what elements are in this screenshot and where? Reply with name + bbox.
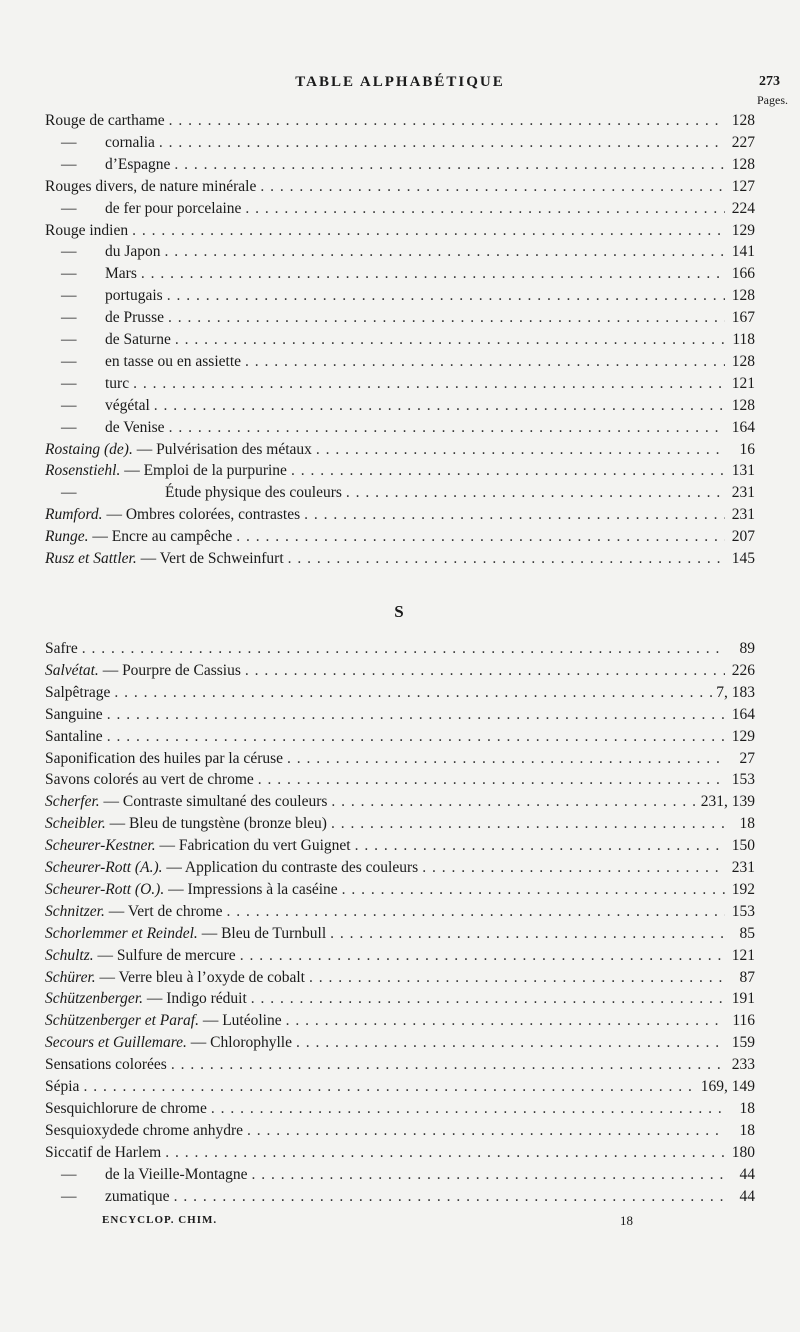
entry-label — [45, 1188, 170, 1206]
entry-page: 89 — [739, 640, 755, 657]
leader-dots — [168, 309, 725, 327]
entry-text: Rouge indien — [45, 221, 129, 239]
index-entry — [45, 415, 755, 437]
entry-page: 128 — [731, 396, 755, 414]
entry-label — [45, 353, 241, 371]
leader-dots — [296, 1034, 725, 1052]
leader-dots — [304, 506, 725, 524]
entry-label — [45, 793, 327, 811]
ditto-dash: — — [61, 1165, 77, 1183]
ditto-dash: — — [61, 331, 77, 348]
entry-page: 128 — [731, 112, 755, 129]
entry-text: — Encre au campêche — [92, 528, 233, 546]
entry-author: Rostaing (de). — [45, 440, 133, 458]
entry-page: 231, 139 — [700, 793, 755, 811]
entry-author: Scheurer-Kestner. — [45, 837, 156, 855]
entry-page: 128 — [731, 352, 755, 370]
entry-page: 16 — [739, 440, 755, 458]
entry-label — [45, 112, 165, 130]
leader-dots — [286, 1012, 725, 1030]
index-entry — [45, 196, 755, 218]
entry-text: Siccatif de Harlem — [45, 1143, 162, 1161]
leader-dots — [141, 265, 725, 283]
entry-text: Sesquioxydede chrome anhydre — [45, 1121, 243, 1139]
index-entry — [45, 1096, 755, 1118]
entry-label — [45, 134, 155, 152]
entry-label — [45, 684, 110, 702]
entry-author: Scheurer-Rott (O.). — [45, 880, 165, 898]
leader-dots — [114, 684, 712, 702]
entry-text: — Indigo réduit — [146, 990, 247, 1008]
index-entry — [45, 1140, 755, 1162]
leader-dots — [291, 462, 725, 480]
entry-text: de Prusse — [105, 309, 164, 327]
entry-label — [45, 990, 247, 1008]
entry-page: 166 — [731, 265, 755, 283]
entry-label — [45, 550, 284, 568]
entry-page: 87 — [739, 968, 755, 986]
index-entry — [45, 152, 755, 174]
leader-dots — [171, 1056, 725, 1074]
leader-dots — [133, 375, 725, 393]
entry-author: Runge. — [45, 528, 89, 546]
index-entry — [45, 899, 755, 921]
entry-page: 145 — [731, 550, 755, 567]
index-entry — [45, 174, 755, 196]
index-entry — [45, 480, 755, 502]
index-entry — [45, 702, 755, 724]
entry-text: — Application du contraste des couleurs — [166, 859, 419, 876]
entry-text: — Sulfure de mercure — [97, 946, 236, 964]
entry-text: de Saturne — [105, 331, 171, 348]
entry-page: 207 — [731, 528, 755, 546]
entry-page: 128 — [731, 155, 755, 173]
entry-label — [45, 287, 163, 305]
leader-dots — [154, 397, 725, 415]
entry-author: Schnitzer. — [45, 902, 105, 920]
entry-text: — Vert de chrome — [108, 902, 223, 920]
leader-dots — [159, 134, 725, 152]
entry-page: 231 — [731, 506, 755, 524]
entry-page: 233 — [731, 1056, 755, 1074]
leader-dots — [83, 1078, 696, 1096]
leader-dots — [174, 1188, 725, 1206]
entry-text: Salpêtrage — [45, 683, 111, 701]
ditto-dash: — — [61, 374, 77, 392]
page-title: TABLE ALPHABÉTIQUE — [295, 74, 505, 90]
entry-page: 18 — [739, 815, 755, 833]
entry-text: cornalia — [105, 133, 155, 151]
entry-text: Mars — [105, 265, 137, 283]
entry-text: Savons colorés au vert de chrome — [45, 771, 254, 789]
entry-label — [45, 484, 342, 502]
entry-text: — Chlorophylle — [190, 1034, 292, 1052]
index-entry — [45, 943, 755, 965]
index-entry — [45, 327, 755, 349]
entry-label — [45, 1144, 161, 1162]
entry-page: 118 — [732, 331, 755, 348]
ditto-dash: — — [61, 287, 77, 305]
entry-label — [45, 265, 137, 283]
index-entry — [45, 1052, 755, 1074]
entry-label — [45, 309, 164, 327]
leader-dots — [169, 112, 725, 130]
index-entry — [45, 546, 755, 568]
leader-dots — [167, 287, 725, 305]
entry-page: 164 — [731, 418, 755, 436]
leader-dots — [258, 771, 725, 789]
entry-label — [45, 178, 256, 196]
entry-label — [45, 837, 351, 855]
entry-text: Étude physique des couleurs — [165, 484, 342, 502]
entry-author: Schürer. — [45, 968, 96, 986]
ditto-dash: — — [61, 133, 77, 151]
entry-page: 121 — [731, 374, 755, 392]
entry-label — [45, 1056, 167, 1074]
entry-label — [45, 750, 283, 768]
entry-label — [45, 397, 150, 415]
leader-dots — [245, 353, 725, 371]
index-entry — [45, 1162, 755, 1184]
entry-label — [45, 1122, 243, 1140]
entry-page: 116 — [732, 1012, 755, 1030]
entry-label — [45, 1078, 79, 1096]
entry-author: Salvétat. — [45, 661, 99, 679]
entry-label — [45, 462, 287, 480]
leader-dots — [342, 881, 725, 899]
index-entry — [45, 1008, 755, 1030]
leader-dots — [245, 200, 725, 218]
entry-text: turc — [105, 374, 130, 392]
entry-author: Schultz. — [45, 946, 94, 964]
entry-label — [45, 815, 327, 833]
index-entry — [45, 458, 755, 480]
entry-label — [45, 1166, 248, 1184]
leader-dots — [175, 331, 725, 349]
index-entry — [45, 855, 755, 877]
index-entry — [45, 767, 755, 789]
entry-text: Sesquichlorure de chrome — [45, 1099, 207, 1117]
index-entry — [45, 833, 755, 855]
entry-text: zumatique — [105, 1187, 170, 1205]
entry-author: Rusz et Sattler. — [45, 550, 137, 567]
page-number: 273 — [759, 74, 780, 89]
entry-page: 231 — [731, 484, 755, 502]
entry-text: — Pourpre de Cassius — [102, 661, 241, 679]
leader-dots — [82, 640, 725, 658]
entry-page: 169, 149 — [700, 1078, 755, 1095]
leader-dots — [240, 947, 725, 965]
leader-dots — [346, 484, 725, 502]
leader-dots — [132, 222, 725, 240]
entry-text: de fer pour porcelaine — [105, 199, 242, 217]
index-entry — [45, 108, 755, 130]
index-entry — [45, 371, 755, 393]
index-entry — [45, 437, 755, 459]
entry-text: Santaline — [45, 727, 103, 745]
ditto-dash: — — [61, 352, 77, 370]
leader-dots — [165, 1144, 725, 1162]
entry-text: d’Espagne — [105, 155, 171, 173]
index-entry — [45, 524, 755, 546]
entry-label — [45, 375, 129, 393]
entry-page: 192 — [731, 880, 755, 898]
entry-text: végétal — [105, 396, 150, 414]
leader-dots — [236, 528, 725, 546]
entry-page: 231 — [731, 859, 755, 876]
index-entry — [45, 965, 755, 987]
index-entry — [45, 746, 755, 768]
entry-label — [45, 243, 161, 261]
leader-dots — [331, 815, 725, 833]
entry-text: — Pulvérisation des métaux — [136, 440, 312, 458]
entry-author: Rumford. — [45, 506, 103, 524]
leader-dots — [309, 969, 725, 987]
entry-page: 180 — [731, 1143, 755, 1161]
entry-text: Rouge de carthame — [45, 112, 165, 129]
ditto-dash: — — [61, 309, 77, 327]
entry-page: 191 — [731, 990, 755, 1008]
leader-dots — [227, 903, 726, 921]
leader-dots — [165, 243, 725, 261]
leader-dots — [252, 1166, 725, 1184]
index-entry — [45, 261, 755, 283]
index-entry — [45, 1118, 755, 1140]
entry-label — [45, 881, 338, 899]
leader-dots — [169, 419, 725, 437]
leader-dots — [211, 1100, 725, 1118]
entry-text: de la Vieille-Montagne — [105, 1165, 248, 1183]
ditto-dash: — — [61, 396, 77, 414]
leader-dots — [331, 793, 696, 811]
entry-label — [45, 1100, 207, 1118]
entry-text: Rouges divers, de nature minérale — [45, 177, 257, 195]
entry-text: — Vert de Schweinfurt — [140, 550, 284, 567]
footer-signature: 18 — [620, 1213, 633, 1228]
entry-page: 226 — [731, 661, 755, 679]
entry-text: Sensations colorées — [45, 1056, 167, 1074]
entry-page: 129 — [731, 727, 755, 745]
index-entry — [45, 393, 755, 415]
entry-text: — Contraste simultané des couleurs — [103, 793, 328, 811]
leader-dots — [107, 728, 725, 746]
entry-page: 159 — [731, 1034, 755, 1052]
leader-dots — [288, 550, 725, 568]
ditto-dash: — — [61, 418, 77, 436]
entry-label — [45, 859, 418, 877]
entry-author: Secours et Guillemare. — [45, 1034, 187, 1052]
entry-page: 85 — [739, 924, 755, 942]
leader-dots — [422, 859, 725, 877]
entry-text: portugais — [105, 287, 163, 305]
entry-page: 121 — [731, 946, 755, 964]
index-entry — [45, 305, 755, 327]
entry-label — [45, 222, 128, 240]
index-entry — [45, 1074, 755, 1096]
pages-column-label: Pages. — [757, 93, 788, 107]
entry-page: 164 — [731, 705, 755, 723]
entry-label — [45, 1012, 282, 1030]
leader-dots — [107, 706, 725, 724]
index-entry — [45, 636, 755, 658]
entry-page: 167 — [731, 309, 755, 327]
index-entry — [45, 218, 755, 240]
entry-page: 224 — [731, 199, 755, 217]
entry-author: Scheurer-Rott (A.). — [45, 859, 163, 876]
entry-author: Scheibler. — [45, 815, 106, 833]
index-entry — [45, 680, 755, 702]
leader-dots — [174, 156, 725, 174]
index-entry — [45, 986, 755, 1008]
entry-text: — Emploi de la purpurine — [124, 462, 287, 480]
leader-dots — [247, 1122, 725, 1140]
entry-text: — Ombres colorées, contrastes — [106, 506, 301, 524]
index-entry — [45, 921, 755, 943]
ditto-dash: — — [61, 155, 77, 173]
entry-label — [45, 903, 223, 921]
entry-label — [45, 925, 326, 943]
entry-author: Schorlemmer et Reindel. — [45, 924, 198, 942]
entry-label — [45, 506, 300, 524]
index-entry — [45, 811, 755, 833]
ditto-dash: — — [61, 199, 77, 217]
entry-page: 150 — [731, 837, 755, 855]
leader-dots — [316, 441, 725, 459]
entry-text: en tasse ou en assiette — [105, 352, 242, 370]
leader-dots — [251, 990, 725, 1008]
index-entry — [45, 1184, 755, 1206]
leader-dots — [245, 662, 725, 680]
entry-page: 131 — [731, 462, 755, 480]
entry-label — [45, 771, 254, 789]
entry-label — [45, 728, 103, 746]
entry-label — [45, 969, 305, 987]
entry-label — [45, 441, 312, 459]
entry-page: 7, 183 — [716, 683, 755, 701]
ditto-dash: — — [61, 1187, 77, 1205]
entry-page: 141 — [731, 243, 755, 261]
entry-page: 227 — [731, 133, 755, 151]
entry-page: 44 — [739, 1165, 755, 1183]
leader-dots — [330, 925, 725, 943]
index-entry — [45, 1030, 755, 1052]
entry-author: Schützenberger et Paraf. — [45, 1012, 199, 1030]
entry-label — [45, 200, 241, 218]
entry-text: — Bleu de Turnbull — [201, 924, 327, 942]
leader-dots — [260, 178, 725, 196]
entry-author: Schützenberger. — [45, 990, 144, 1008]
leader-dots — [355, 837, 725, 855]
entry-page: 44 — [739, 1187, 755, 1205]
entry-label — [45, 662, 241, 680]
entry-page: 153 — [731, 771, 755, 789]
entry-page: 127 — [731, 177, 755, 195]
entry-label — [45, 640, 78, 658]
entry-text: de Venise — [105, 418, 165, 436]
entry-page: 153 — [731, 902, 755, 920]
ditto-dash: — — [61, 484, 77, 502]
entry-text: Sanguine — [45, 705, 103, 723]
entry-label — [45, 706, 103, 724]
entry-page: 27 — [739, 749, 755, 767]
index-entry — [45, 283, 755, 305]
entry-label — [45, 331, 171, 349]
entry-label — [45, 1034, 292, 1052]
entry-label — [45, 528, 232, 546]
entry-page: 18 — [739, 1121, 755, 1139]
ditto-dash: — — [61, 265, 77, 283]
section-letter: S — [394, 602, 406, 621]
index-entry — [45, 724, 755, 746]
entry-text: Sépia — [45, 1078, 80, 1095]
index-entry — [45, 349, 755, 371]
entry-author: Rosenstiehl. — [45, 462, 121, 480]
index-entry — [45, 502, 755, 524]
entry-label — [45, 947, 236, 965]
index-entry — [45, 877, 755, 899]
entry-text: — Bleu de tungstène (bronze bleu) — [109, 815, 327, 833]
index-entry — [45, 789, 755, 811]
index-entry — [45, 130, 755, 152]
entry-page: 129 — [731, 221, 755, 239]
entry-page: 128 — [731, 287, 755, 305]
entry-text: Safre — [45, 640, 78, 657]
entry-label — [45, 419, 165, 437]
entry-page: 18 — [739, 1099, 755, 1117]
entry-text: du Japon — [105, 243, 161, 261]
ditto-dash: — — [61, 243, 77, 261]
entry-text: — Lutéoline — [202, 1012, 282, 1030]
index-entry — [45, 239, 755, 261]
entry-text: Saponification des huiles par la céruse — [45, 749, 284, 767]
entry-label — [45, 156, 170, 174]
entry-text: — Verre bleu à l’oxyde de cobalt — [99, 968, 305, 986]
leader-dots — [287, 750, 725, 768]
entry-text: — Fabrication du vert Guignet — [159, 837, 351, 855]
footer-publication: ENCYCLOP. CHIM. — [102, 1214, 218, 1226]
entry-author: Scherfer. — [45, 793, 100, 811]
entry-text: — Impressions à la caséine — [168, 880, 338, 898]
index-entry — [45, 658, 755, 680]
